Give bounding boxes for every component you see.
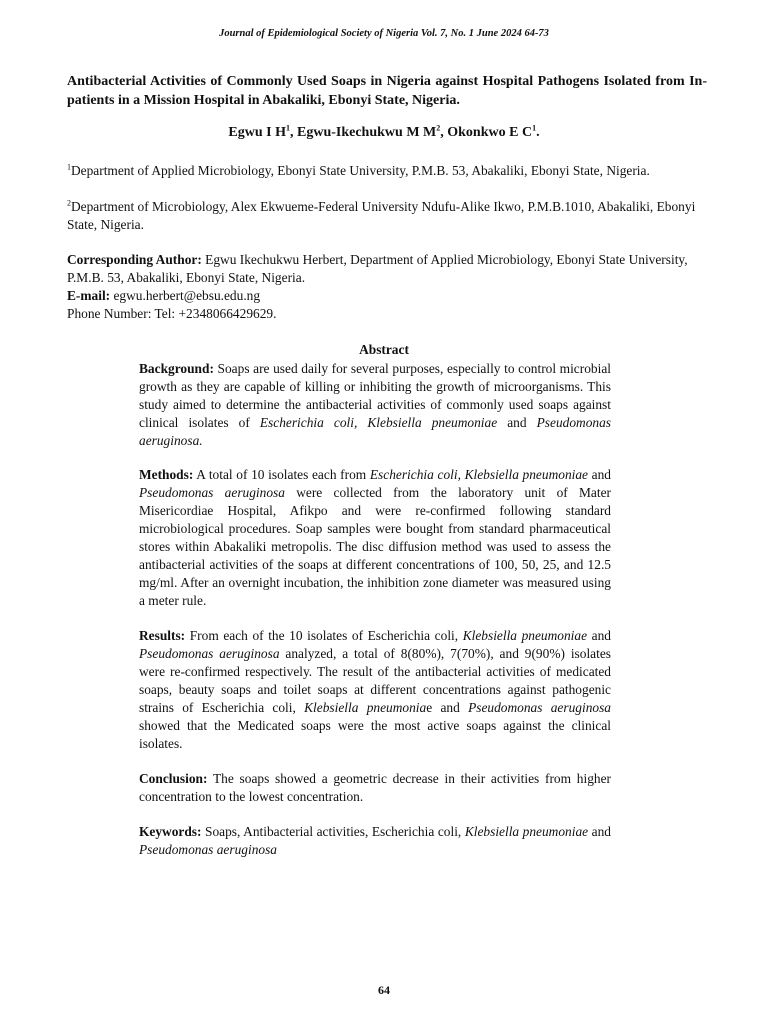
author-name: Egwu I H [228,125,286,140]
abstract-heading: Abstract [359,342,409,357]
email-address[interactable]: egwu.herbert@ebsu.edu.ng [110,288,261,303]
affiliation-2 [67,198,707,234]
species-name: Escherichia coli, Klebsiella pneumoniae [369,467,588,482]
affiliation-text: Department of Applied Microbiology, Ebonyi State University, P.M.B. 53, Abakaliki, Ebonyi State, Nigeria. [71,163,650,178]
section-label: Background: [139,361,214,376]
abstract-methods [139,466,611,610]
species-name: Klebsiella pneumoniae [464,824,589,839]
text-run: analyzed, a total of 8(80%), 7(70%), and 9(90%) isolates were re-confirmed respectively. The result of the antibacterial activities of medicated soaps, beauty soaps and toilet soaps at different concentrations against pathogenic strains of Escherichia coli, [139,646,611,715]
author-list [0,125,768,141]
text-run: The soaps showed a geometric decrease in their activities from higher concentration to the lowest concentration. [139,771,611,804]
author-affiliation-mark: 2 [436,123,441,133]
author-name: Egwu-Ikechukwu M M [297,125,437,140]
text-run: Soaps, Antibacterial activities, Escherichia coli, [201,824,465,839]
email-line [67,287,707,305]
abstract-keywords [139,823,611,859]
author-separator: , [440,125,448,140]
abstract-results [139,627,611,753]
abstract-conclusion [139,770,611,806]
species-name: Klebsiella pneumoniae [462,628,588,643]
species-name: Pseudomonas aeruginosa [468,700,611,715]
author-affiliation-mark: 1 [532,123,537,133]
text-run: e and [426,700,469,715]
email-label: E-mail: [67,288,111,303]
author-separator: , [290,125,297,140]
author-end: . [536,125,540,140]
journal-header: Journal of Epidemiological Society of Nigeria Vol. 7, No. 1 June 2024 64-73 [219,28,549,39]
species-name: Pseudomonas aeruginosa [139,842,277,857]
text-run: Soaps are used daily for several purposes, especially to control microbial growth as they are capable of killing or inhibiting the growth of microorganisms. This study aimed to determine the antibacterial activities of commonly used soaps against clinical isolates of [139,361,611,430]
species-name: Pseudomonas aeruginosa [139,646,280,661]
species-name: Pseudomonas aeruginosa. [139,415,611,448]
abstract-background [139,360,611,450]
text-run: A total of 10 isolates each from [193,467,370,482]
text-run: From each of the 10 isolates of Escherichia coli, [185,628,463,643]
corresponding-author-block [67,251,707,323]
affiliation-mark: 2 [67,198,71,208]
text-run: showed that the Medicated soaps were the most active soaps against the clinical isolates. [139,718,611,751]
page-number: 64 [378,983,390,997]
text-run: and [587,628,611,643]
corresponding-author [67,251,707,287]
text-run: and [497,415,537,430]
affiliation-mark: 1 [67,162,71,172]
species-name: Pseudomonas aeruginosa [139,485,285,500]
section-label: Keywords: [139,824,202,839]
author-name: Okonkwo E C [447,125,533,140]
species-name: Escherichia coli, Klebsiella pneumoniae [259,415,498,430]
text-run: were collected from the laboratory unit of Mater Misericordiae Hospital, Afikpo and were re-confirmed following standard microbiological procedures. Soap samples were bought from standard pharmaceutical stores within Abakaliki metropolis. The disc diffusion method was used to assess the antibacterial activities of the soaps at different concentrations of 100, 50, 25, and 12.5 mg/ml. After an overnight incubation, the inhibition zone diameter was measured using a meter rule. [139,485,611,608]
author-affiliation-mark: 1 [286,123,290,133]
section-label: Conclusion: [139,771,208,786]
paper-title: Antibacterial Activities of Commonly Used Soaps in Nigeria against Hospital Pathogens Isolated from In-patients in a Mission Hospital in Abakaliki, Ebonyi State, Nigeria. [67,74,707,108]
section-label: Methods: [139,467,194,482]
phone-line: Phone Number: Tel: +2348066429629. [67,306,277,321]
affiliation-1 [67,162,707,180]
text-run: and [588,467,611,482]
species-name: Klebsiella pneumonia [304,700,427,715]
affiliation-text: Department of Microbiology, Alex Ekwueme-Federal University Ndufu-Alike Ikwo, P.M.B.1010, Abakaliki, Ebonyi State, Nigeria. [67,199,696,232]
text-run: and [588,824,611,839]
corresponding-label: Corresponding Author: [67,252,202,267]
corresponding-text: Egwu Ikechukwu Herbert, Department of Applied Microbiology, Ebonyi State University, P.M.B. 53, Abakaliki, Ebonyi State, Nigeria. [67,252,688,285]
section-label: Results: [139,628,186,643]
